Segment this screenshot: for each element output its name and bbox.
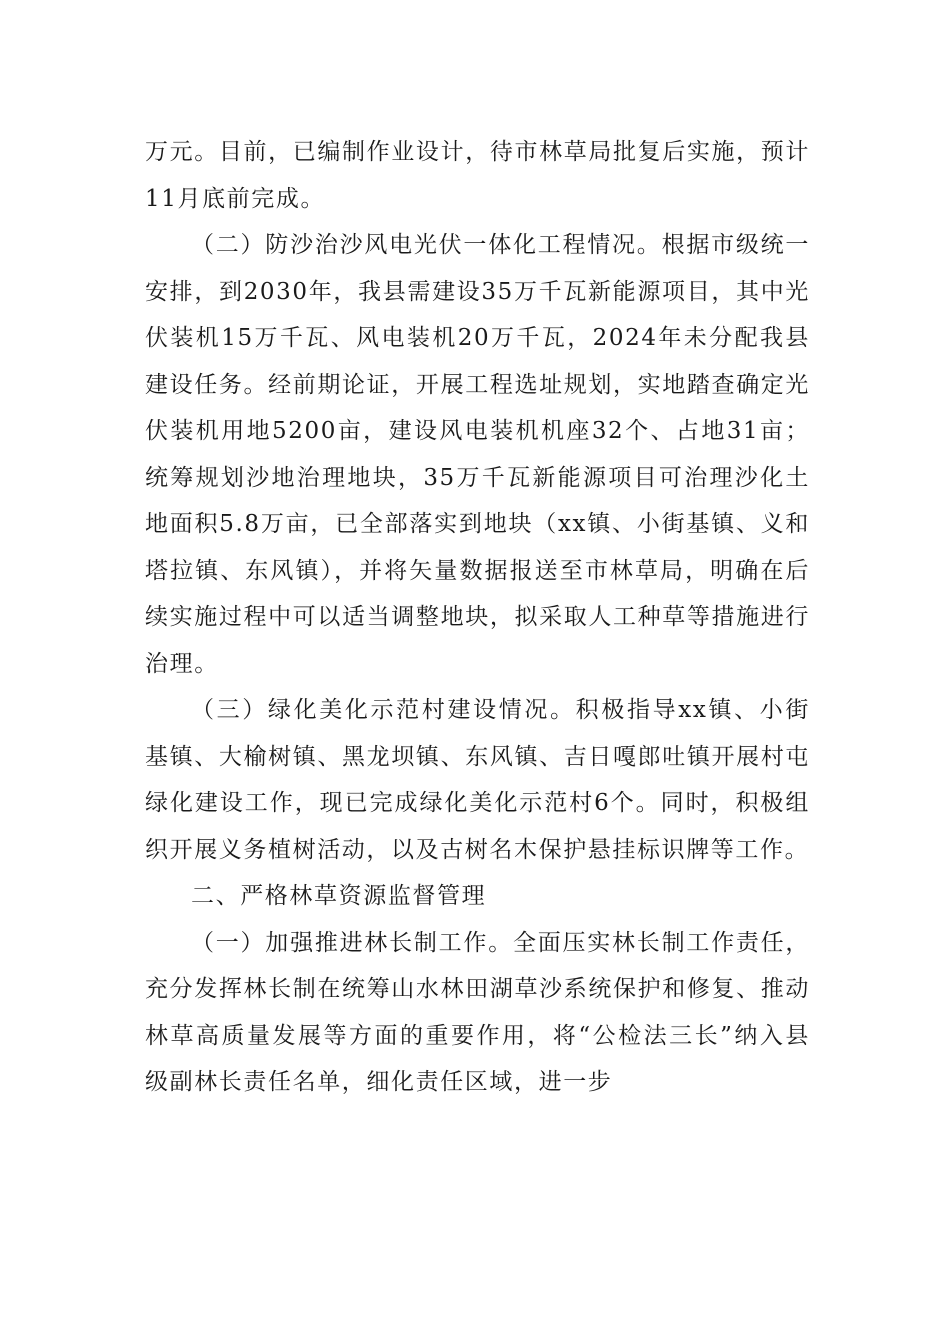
paragraph-sand-control-project: （二）防沙治沙风电光伏一体化工程情况。根据市级统一安排，到2030年，我县需建设35万千瓦新能源项目，其中光伏装机15万千瓦、风电装机20万千瓦，2024年未分配我县建设任务。经前期论证，开展工程选址规划，实地踏查确定光伏装机用地5200亩，建设风电装机机座32个、占地31亩；统筹规划沙地治理地块，35万千瓦新能源项目可治理沙化土地面积5.8万亩，已全部落实到地块（xx镇、小街基镇、义和塔拉镇、东风镇），并将矢量数据报送至市林草局，明确在后续实施过程中可以适当调整地块，拟采取人工种草等措施进行治理。 [145, 232, 810, 677]
document-body [145, 129, 810, 1106]
paragraph-forest-chief-system: （一）加强推进林长制工作。全面压实林长制工作责任，充分发挥林长制在统筹山水林田湖草沙系统保护和修复、推动林草高质量发展等方面的重要作用，将“公检法三长”纳入县级副林长责任名单，细化责任区域，进一步 [145, 929, 810, 1095]
paragraph-continuation: 万元。目前，已编制作业设计，待市林草局批复后实施，预计11月底前完成。 [145, 139, 810, 212]
section-heading-resource-supervision: 二、严格林草资源监督管理 [191, 883, 487, 909]
paragraph-village-greening: （三）绿化美化示范村建设情况。积极指导xx镇、小街基镇、大榆树镇、黑龙坝镇、东风镇、吉日嘎郎吐镇开展村屯绿化建设工作，现已完成绿化美化示范村6个。同时，积极组织开展义务植树活动，以及古树名木保护悬挂标识牌等工作。 [145, 697, 810, 863]
